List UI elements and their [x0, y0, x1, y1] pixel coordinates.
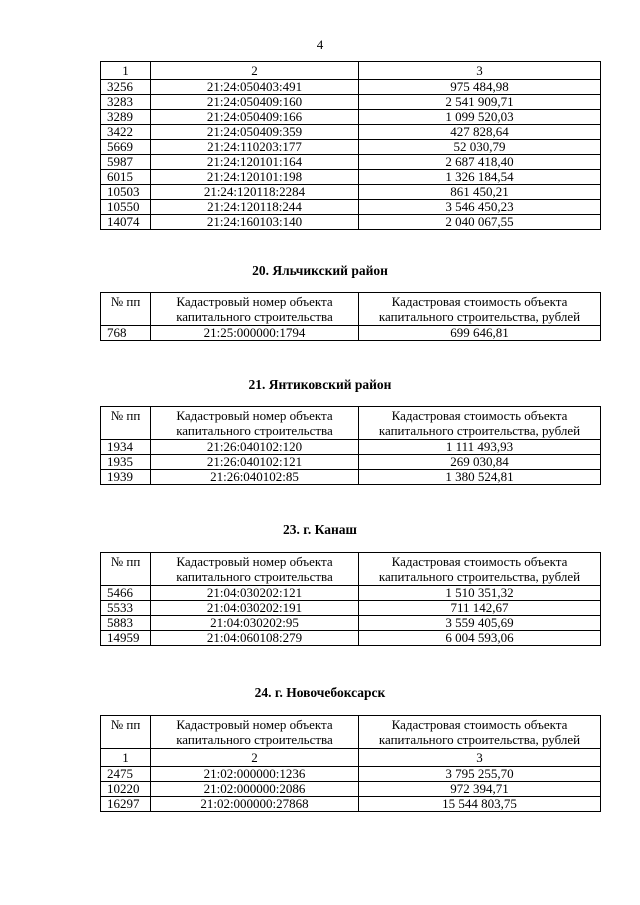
cell-cadastral-value: 2 687 418,40: [359, 155, 601, 170]
table-row: [101, 782, 601, 797]
cell-cadastral-value: 1 111 493,93: [359, 440, 601, 455]
column-number: 3: [359, 62, 601, 80]
cell-num: 5883: [101, 616, 151, 631]
cell-cadastral-value: 2 040 067,55: [359, 215, 601, 230]
page-number: 4: [316, 37, 324, 52]
column-number: 1: [101, 62, 151, 80]
table-row: [101, 601, 601, 616]
column-number: 1: [101, 749, 151, 767]
header-num: № пп: [101, 407, 151, 440]
cell-cadastral-number: 21:26:040102:120: [151, 440, 359, 455]
cell-cadastral-value: 699 646,81: [359, 326, 601, 341]
cell-cadastral-value: 1 099 520,03: [359, 110, 601, 125]
table-row: [101, 440, 601, 455]
cell-cadastral-number: 21:24:160103:140: [151, 215, 359, 230]
section-table-21: [100, 406, 601, 485]
column-number-row: [101, 749, 601, 767]
header-value: Кадастровая стоимость объекта капитального строительства, рублей: [359, 407, 601, 440]
section-title-20: 20. Яльчикский район: [252, 263, 388, 278]
cell-cadastral-value: 975 484,98: [359, 80, 601, 95]
cell-cadastral-number: 21:24:120118:244: [151, 200, 359, 215]
continued-table: [100, 61, 601, 230]
header-num: № пп: [101, 716, 151, 749]
header-value: Кадастровая стоимость объекта капитального строительства, рублей: [359, 553, 601, 586]
table-row: [101, 631, 601, 646]
cell-cadastral-value: 427 828,64: [359, 125, 601, 140]
section-table-23: [100, 552, 601, 646]
cell-cadastral-number: 21:04:030202:95: [151, 616, 359, 631]
table-row: [101, 80, 601, 95]
table-row: [101, 797, 601, 812]
cell-cadastral-value: 3 559 405,69: [359, 616, 601, 631]
cell-cadastral-number: 21:24:050409:160: [151, 95, 359, 110]
table-row: [101, 455, 601, 470]
header-cadastral: Кадастровый номер объекта капитального строительства: [151, 716, 359, 749]
cell-num: 10550: [101, 200, 151, 215]
table-row: [101, 110, 601, 125]
table-row: [101, 95, 601, 110]
cell-cadastral-number: 21:24:050409:166: [151, 110, 359, 125]
header-row: [101, 407, 601, 440]
cell-cadastral-number: 21:25:000000:1794: [151, 326, 359, 341]
column-number: 2: [151, 62, 359, 80]
cell-cadastral-value: 52 030,79: [359, 140, 601, 155]
cell-num: 3283: [101, 95, 151, 110]
header-row: [101, 716, 601, 749]
cell-cadastral-number: 21:24:110203:177: [151, 140, 359, 155]
table-row: [101, 200, 601, 215]
cell-cadastral-number: 21:02:000000:27868: [151, 797, 359, 812]
header-num: № пп: [101, 553, 151, 586]
cell-cadastral-value: 6 004 593,06: [359, 631, 601, 646]
cell-num: 3289: [101, 110, 151, 125]
cell-cadastral-number: 21:24:050403:491: [151, 80, 359, 95]
cell-num: 16297: [101, 797, 151, 812]
cell-cadastral-number: 21:26:040102:85: [151, 470, 359, 485]
table-row: [101, 470, 601, 485]
cell-num: 14074: [101, 215, 151, 230]
table-body: [101, 767, 601, 812]
cell-cadastral-number: 21:26:040102:121: [151, 455, 359, 470]
cell-cadastral-value: 269 030,84: [359, 455, 601, 470]
cell-num: 5533: [101, 601, 151, 616]
header-cadastral: Кадастровый номер объекта капитального строительства: [151, 553, 359, 586]
cell-num: 1934: [101, 440, 151, 455]
cell-num: 768: [101, 326, 151, 341]
table-row: [101, 326, 601, 341]
cell-num: 3422: [101, 125, 151, 140]
cell-cadastral-value: 861 450,21: [359, 185, 601, 200]
table-row: [101, 140, 601, 155]
cell-cadastral-number: 21:04:030202:191: [151, 601, 359, 616]
cell-cadastral-value: 3 795 255,70: [359, 767, 601, 782]
column-number: 2: [151, 749, 359, 767]
cell-cadastral-value: 3 546 450,23: [359, 200, 601, 215]
cell-num: 1939: [101, 470, 151, 485]
table-body: [101, 80, 601, 230]
table-row: [101, 215, 601, 230]
cell-cadastral-value: 1 326 184,54: [359, 170, 601, 185]
header-value: Кадастровая стоимость объекта капитального строительства, рублей: [359, 293, 601, 326]
cell-cadastral-number: 21:24:120101:164: [151, 155, 359, 170]
table-row: [101, 767, 601, 782]
table-body: [101, 326, 601, 341]
cell-cadastral-number: 21:04:030202:121: [151, 586, 359, 601]
cell-num: 10220: [101, 782, 151, 797]
cell-num: 3256: [101, 80, 151, 95]
cell-num: 5669: [101, 140, 151, 155]
section-title-24: 24. г. Новочебоксарск: [254, 685, 386, 700]
table-body: [101, 440, 601, 485]
cell-cadastral-number: 21:02:000000:1236: [151, 767, 359, 782]
cell-num: 6015: [101, 170, 151, 185]
table-row: [101, 155, 601, 170]
cell-cadastral-value: 711 142,67: [359, 601, 601, 616]
cell-cadastral-number: 21:02:000000:2086: [151, 782, 359, 797]
cell-num: 2475: [101, 767, 151, 782]
header-row: [101, 293, 601, 326]
cell-num: 1935: [101, 455, 151, 470]
cell-num: 5466: [101, 586, 151, 601]
header-value: Кадастровая стоимость объекта капитального строительства, рублей: [359, 716, 601, 749]
table-row: [101, 616, 601, 631]
table-row: [101, 586, 601, 601]
table-row: [101, 125, 601, 140]
header-num: № пп: [101, 293, 151, 326]
header-row: [101, 553, 601, 586]
cell-cadastral-value: 2 541 909,71: [359, 95, 601, 110]
table-body: [101, 586, 601, 646]
cell-cadastral-value: 972 394,71: [359, 782, 601, 797]
cell-num: 10503: [101, 185, 151, 200]
header-cadastral: Кадастровый номер объекта капитального строительства: [151, 407, 359, 440]
cell-cadastral-number: 21:24:050409:359: [151, 125, 359, 140]
section-table-24: [100, 715, 601, 812]
cell-cadastral-value: 1 510 351,32: [359, 586, 601, 601]
section-title-21: 21. Янтиковский район: [248, 377, 392, 392]
cell-num: 5987: [101, 155, 151, 170]
column-number: 3: [359, 749, 601, 767]
section-title-23: 23. г. Канаш: [283, 522, 357, 537]
table-row: [101, 185, 601, 200]
section-table-20: [100, 292, 601, 341]
cell-cadastral-number: 21:24:120118:2284: [151, 185, 359, 200]
cell-cadastral-value: 15 544 803,75: [359, 797, 601, 812]
cell-num: 14959: [101, 631, 151, 646]
cell-cadastral-number: 21:04:060108:279: [151, 631, 359, 646]
table-row: [101, 170, 601, 185]
column-number-row: [101, 62, 601, 80]
cell-cadastral-value: 1 380 524,81: [359, 470, 601, 485]
header-cadastral: Кадастровый номер объекта капитального строительства: [151, 293, 359, 326]
cell-cadastral-number: 21:24:120101:198: [151, 170, 359, 185]
